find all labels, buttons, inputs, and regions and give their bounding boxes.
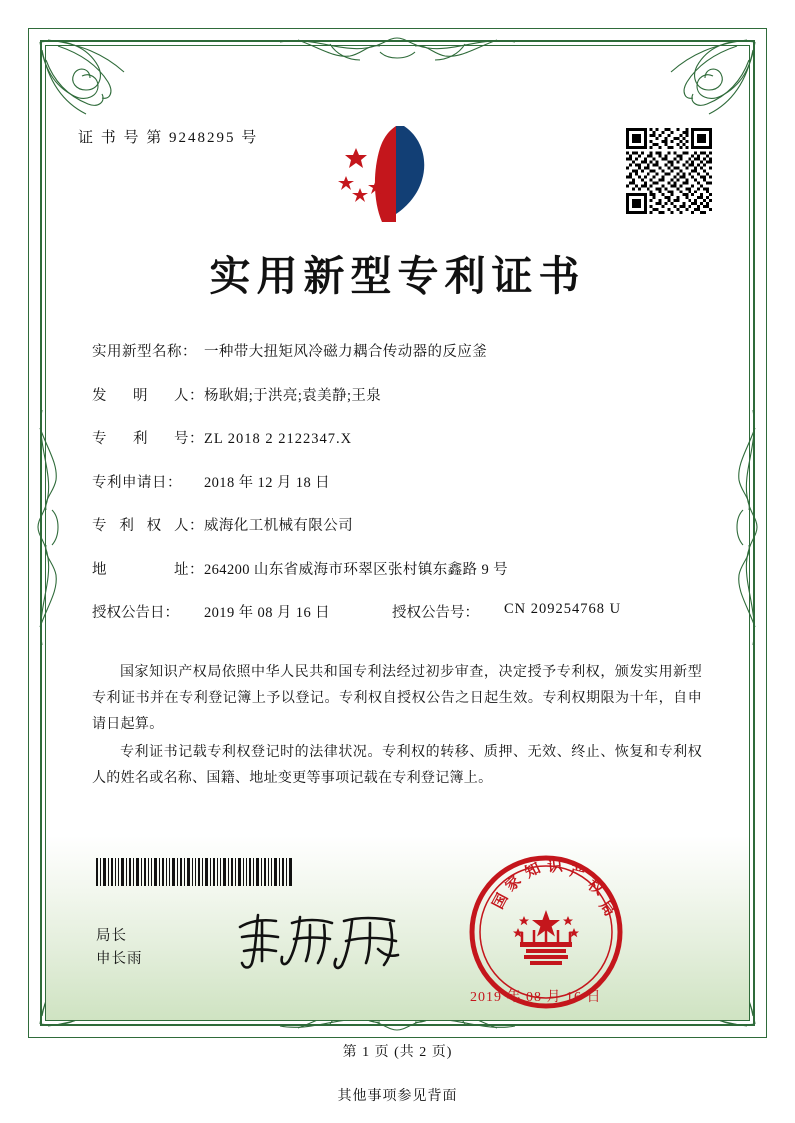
- svg-text:国: 国: [488, 890, 512, 912]
- barcode: [96, 858, 292, 886]
- value-patentee: 威海化工机械有限公司: [204, 518, 353, 534]
- qr-code: [626, 128, 712, 214]
- label-grant-publication-number: 授权公告号：: [392, 605, 479, 621]
- label-patent-number-char-2: 利: [133, 431, 148, 447]
- svg-text:权: 权: [584, 875, 608, 899]
- legal-paragraph-1: 国家知识产权局依照中华人民共和国专利法经过初步审查，决定授予专利权，颁发实用新型专利证书并在专利登记簿上予以登记。专利权自授权公告之日起生效。专利权期限为十年，自申请日起算。: [92, 665, 702, 732]
- label-patent-number: [92, 427, 204, 448]
- page-title: 实用新型专利证书: [209, 252, 586, 300]
- label-inventors-char-3: 人：: [174, 387, 204, 404]
- value-patent-number: ZL 2018 2 2122347.X: [204, 431, 353, 447]
- label-inventors-char-2: 明: [133, 387, 148, 404]
- label-patentee-char-1: 专: [92, 518, 107, 534]
- label-patent-number-char-3: 号：: [174, 431, 204, 447]
- value-address: 264200 山东省威海市环翠区张村镇东鑫路 9 号: [204, 561, 509, 578]
- page-number: 第 1 页 (共 2 页): [342, 1045, 453, 1060]
- value-application-date: 2018 年 12 月 18 日: [204, 474, 331, 491]
- signature-block: [96, 925, 143, 971]
- label-patentee-char-2: 利: [119, 518, 135, 534]
- label-address-char-2: 址：: [174, 561, 204, 578]
- label-address-char-1: 地: [92, 561, 107, 578]
- legal-paragraph-2: 专利证书记载专利权登记时的法律状况。专利权的转移、质押、无效、终止、恢复和专利权人的姓名或名称、国籍、地址变更等事项记载在专利登记簿上。: [92, 745, 702, 786]
- value-inventors: 杨耿娟;于洪亮;袁美静;王泉: [204, 387, 382, 404]
- certificate-number: 证 书 号 第 9248295 号: [78, 130, 259, 146]
- label-grant-date: 授权公告日：: [92, 605, 179, 621]
- footer-note: 其他事项参见背面: [337, 1089, 458, 1104]
- field-patent-number: [92, 427, 712, 448]
- svg-text:局: 局: [595, 896, 620, 920]
- label-patentee-char-4: 人：: [173, 518, 204, 534]
- director-title-label: 局长: [96, 928, 127, 944]
- field-application-date: [92, 471, 712, 492]
- director-name-label: 申长雨: [96, 951, 143, 967]
- seal-date: 2019 年 08 月 16 日: [470, 990, 602, 1005]
- field-grant-publication-number: [392, 601, 621, 622]
- label-address: [92, 558, 204, 579]
- svg-text:家: 家: [501, 871, 525, 895]
- handwritten-signature: [232, 905, 412, 975]
- label-patent-number-char-1: 专: [92, 431, 107, 447]
- field-utility-model-name: [92, 340, 712, 361]
- field-address: [92, 558, 712, 579]
- legal-text-block: [92, 660, 702, 794]
- svg-text:产: 产: [568, 861, 587, 883]
- field-grant-date: [92, 601, 392, 622]
- svg-text:识: 识: [546, 856, 564, 876]
- field-patentee: [92, 514, 712, 535]
- svg-text:知: 知: [521, 858, 544, 882]
- label-application-date: 专利申请日：: [92, 474, 182, 491]
- cnipa-logo: [330, 118, 450, 230]
- label-patentee-char-3: 权: [146, 518, 162, 534]
- value-utility-model-name: 一种带大扭矩风冷磁力耦合传动器的反应釜: [204, 344, 488, 360]
- label-inventors: [92, 384, 204, 405]
- fields-block: [92, 340, 712, 642]
- field-inventors: [92, 384, 712, 405]
- label-utility-model-name: 实用新型名称：: [92, 344, 197, 360]
- field-grant-row: [92, 601, 712, 622]
- label-inventors-char-1: 发: [92, 387, 107, 404]
- label-patentee: [92, 514, 204, 535]
- value-grant-date: 2019 年 08 月 16 日: [204, 605, 331, 621]
- value-grant-publication-number: CN 209254768 U: [504, 601, 622, 617]
